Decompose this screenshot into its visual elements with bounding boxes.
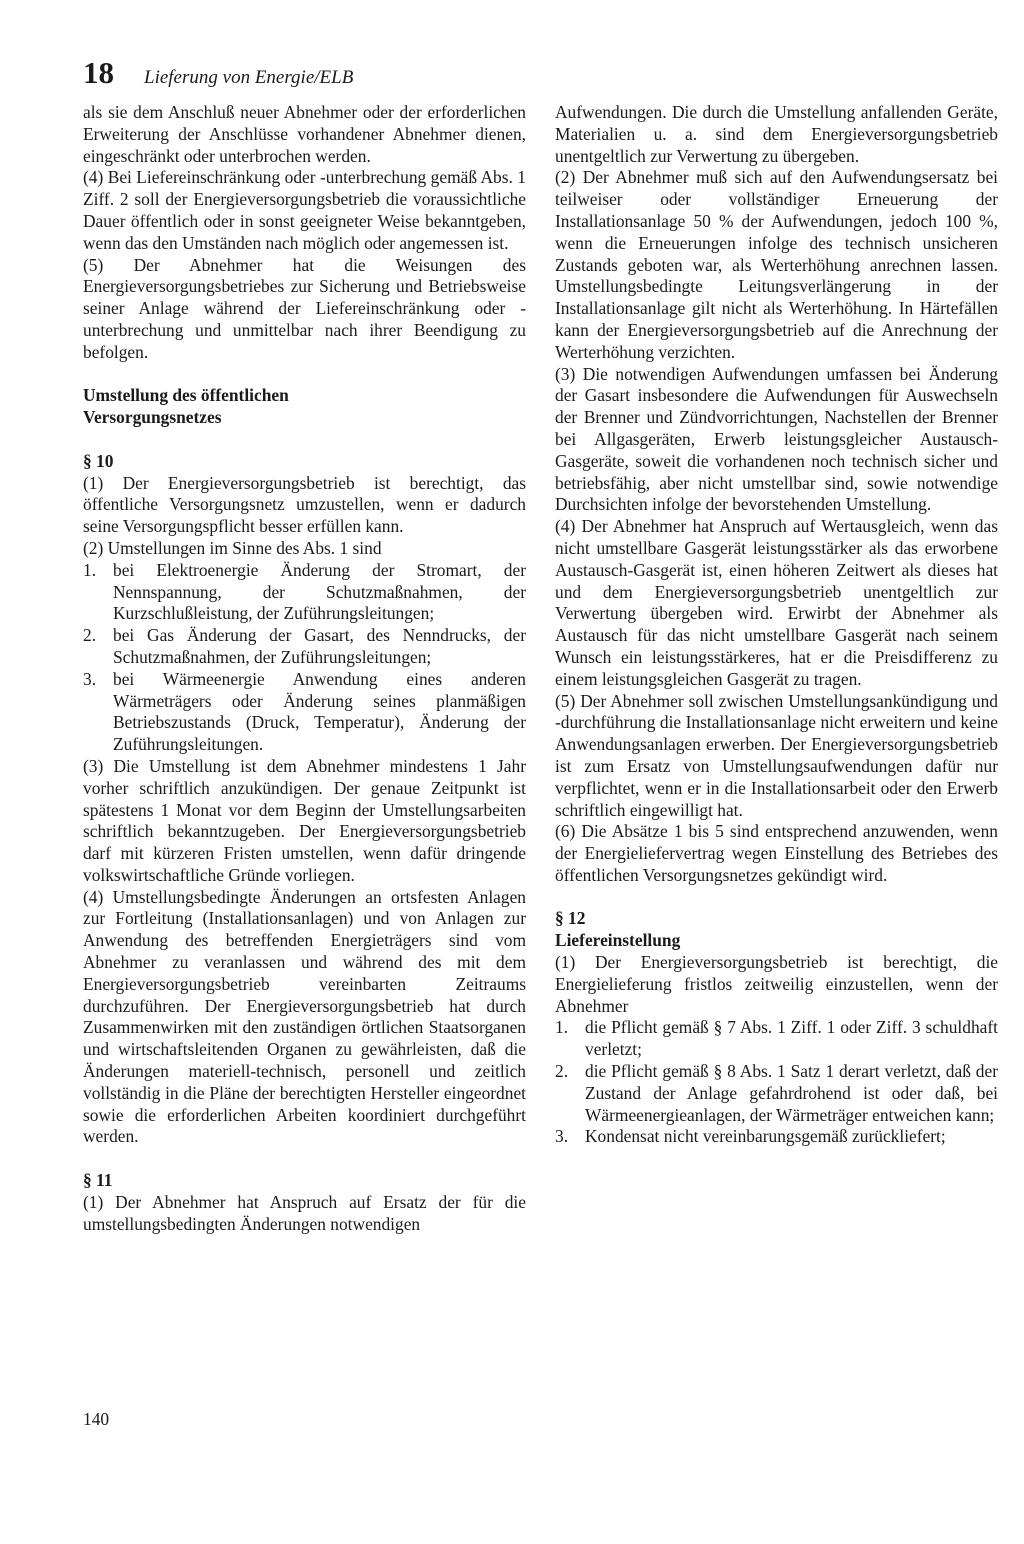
list-item	[555, 1126, 998, 1148]
paragraph-5: (5) Der Abnehmer hat die Weisungen des Energieversorgungsbetriebes zur Sicherung und Betriebsweise seiner Anlage während der Liefereinschränkung oder -unterbrechung und unmittelbar nach ihrer Beendigung zu befolgen.	[83, 254, 526, 362]
list-item-text: bei Elektroenergie Änderung der Stromart, der Nennspannung, der Schutzmaßnahmen, der Kurzschlußleistung, der Zuführungsleitungen;	[113, 559, 526, 624]
list-item	[83, 560, 526, 625]
list-item-text: bei Wärmeenergie Anwendung eines anderen Wärmeträgers oder Änderung seines planmäßigen Betriebszustands (Druck, Temperatur), Änderung der Zuführungsleitungen.	[113, 668, 526, 755]
s12-paragraph-1: (1) Der Energieversorgungsbetrieb ist berechtigt, die Energielieferung fristlos zeitweilig einzustellen, wenn der Abnehmer	[555, 952, 998, 1016]
list-item-text: die Pflicht gemäß § 8 Abs. 1 Satz 1 derart verletzt, daß der Zustand der Anlage gefahrdrohend ist oder daß, bei Wärmeenergieanlagen, der Wärmeträger entweichen kann;	[585, 1061, 998, 1125]
list-item-number: 3.	[83, 668, 97, 689]
list-item	[555, 1017, 998, 1061]
list-item-number: 2.	[555, 1061, 569, 1082]
list-item-text: die Pflicht gemäß § 7 Abs. 1 Ziff. 1 oder Ziff. 3 schuldhaft verletzt;	[585, 1017, 998, 1060]
paragraph-continuation: als sie dem Anschluß neuer Abnehmer oder der erforderlichen Erweiterung der Anschlüsse vorhandener Abnehmer dienen, eingeschränkt oder unterbrochen werden.	[83, 102, 526, 166]
s10-paragraph-2: (2) Umstellungen im Sinne des Abs. 1 sind	[83, 537, 382, 558]
s11-paragraph-3: (3) Die notwendigen Aufwendungen umfassen bei Änderung der Gasart insbesondere die Aufwendungen für Auswechseln der Brenner und Zündvorrichtungen, Nachstellen der Brenner bei Allgasgeräten, Erwerb leistungsgleicher Austausch-Gasgeräte, soweit die vorhandenen noch technisch sicher und betriebsfähig, aber nicht umstellbar sind, sowie notwendige Durchsichten infolge der bevorstehenden Umstellung.	[555, 363, 998, 515]
left-column	[83, 102, 526, 1235]
right-column	[555, 102, 998, 1148]
list-item-text: bei Gas Änderung der Gasart, des Nenndrucks, der Schutzmaßnahmen, der Zuführungsleitungen;	[113, 625, 526, 667]
s11-paragraph-1: (1) Der Abnehmer hat Anspruch auf Ersatz der für die umstellungsbedingten Änderungen notwendigen	[83, 1191, 526, 1234]
list-item-text: Kondensat nicht vereinbarungsgemäß zurückliefert;	[585, 1126, 946, 1147]
section-heading-line-2: Versorgungsnetzes	[83, 407, 222, 428]
s10-paragraph-4: (4) Umstellungsbedingte Änderungen an ortsfesten Anlagen zur Fortleitung (Installationsanlagen) und von Anlagen zur Anwendung des betreffenden Energieträgers sind vom Abnehmer zu veranlassen und während des mit dem Energieversorgungsbetrieb vereinbarten Zeitraums durchzuführen. Der Energieversorgungsbetrieb hat durch Zusammenwirken mit den zuständigen örtlichen Staatsorganen und wirtschaftsleitenden Organen zu gewährleisten, daß die Änderungen materiell-technisch, personell und zeitlich vollständig in die Pläne der berechtigten Hersteller eingeordnet sowie die erforderlichen Arbeiten koordiniert durchgeführt werden.	[83, 886, 526, 1147]
s11-paragraph-2: (2) Der Abnehmer muß sich auf den Aufwendungsersatz bei teilweiser oder vollständiger Erneuerung der Installationsanlage 50 % der Aufwendungen, jedoch 100 %, wenn die Erneuerungen infolge des technisch unsicheren Zustands geboten war, als Werterhöhung anrechnen lassen. Umstellungsbedingte Leitungsverlängerung in der Installationsanlage gilt nicht als Werterhöhung. In Härtefällen kann der Energieversorgungsbetrieb auf die Anrechnung der Werterhöhung verzichten.	[555, 167, 998, 362]
s10-paragraph-1: (1) Der Energieversorgungsbetrieb ist berechtigt, das öffentliche Versorgungsnetz umzustellen, wenn er dadurch seine Versorgungspflicht besser erfüllen kann.	[83, 472, 526, 537]
list-item	[555, 1061, 998, 1126]
list-item	[83, 669, 526, 756]
page-header	[83, 55, 353, 95]
paragraph-4: (4) Bei Liefereinschränkung oder -unterbrechung gemäß Abs. 1 Ziff. 2 soll der Energieversorgungsbetrieb die voraussichtliche Dauer öffentlich oder in sonst geeigneter Weise bekanntgeben, wenn das den Umständen nach möglich oder angemessen ist.	[83, 167, 526, 253]
page-number: 140	[83, 1409, 110, 1429]
list-item-number: 2.	[83, 625, 97, 646]
paragraph-title-10: § 10	[83, 450, 114, 471]
paragraph-title-11: § 11	[83, 1170, 113, 1191]
list-item	[83, 625, 526, 669]
s11-paragraph-6: (6) Die Absätze 1 bis 5 sind entsprechend anzuwenden, wenn der Energieliefervertrag wegen Einstellung des Betriebes des öffentlichen Versorgungsnetzes gekündigt wird.	[555, 821, 998, 885]
list-item-number: 1.	[555, 1017, 569, 1038]
s11-paragraph-5: (5) Der Abnehmer soll zwischen Umstellungsankündigung und -durchführung die Installationsanlage nicht erweitern und keine Anwendungsanlagen erwerben. Der Energieversorgungsbetrieb ist zum Ersatz von Umstellungsaufwendungen dafür nur verpflichtet, wenn er in die Installationsarbeit oder den Erwerb schriftlich eingewilligt hat.	[555, 690, 998, 820]
s12-heading: Liefereinstellung	[555, 930, 681, 951]
chapter-title: Lieferung von Energie/ELB	[144, 67, 354, 88]
s11-paragraph-1-continued: Aufwendungen. Die durch die Umstellung anfallenden Geräte, Materialien u. a. sind dem Energieversorgungsbetrieb unentgeltlich zur Verwertung zu übergeben.	[555, 102, 998, 166]
paragraph-title-12: § 12	[555, 908, 586, 929]
chapter-number: 18	[83, 55, 114, 90]
s11-paragraph-4: (4) Der Abnehmer hat Anspruch auf Wertausgleich, wenn das nicht umstellbare Gasgerät leistungsstärker als das erworbene Austausch-Gasgerät ist, einen höheren Zeitwert als dieses hat und dem Energieversorgungsbetrieb unentgeltlich zur Verwertung übergeben wird. Erwirbt der Abnehmer als Austausch für das nicht umstellbare Gasgerät nach seinem Wunsch ein leistungsstärkeres, hat er die Preisdifferenz zu einem leistungsgleichen Gasgerät zu tragen.	[555, 516, 998, 689]
list-item-number: 1.	[83, 559, 97, 580]
list-item-number: 3.	[555, 1126, 569, 1147]
section-heading-line-1: Umstellung des öffentlichen	[83, 385, 289, 406]
s10-paragraph-3: (3) Die Umstellung ist dem Abnehmer mindestens 1 Jahr vorher schriftlich anzukündigen. Der genaue Zeitpunkt ist spätestens 1 Monat vor dem Beginn der Umstellungsarbeiten schriftlich bekanntzugeben. Der Energieversorgungsbetrieb darf mit kürzeren Fristen umstellen, wenn dafür dringende volkswirtschaftliche Gründe vorliegen.	[83, 755, 526, 885]
